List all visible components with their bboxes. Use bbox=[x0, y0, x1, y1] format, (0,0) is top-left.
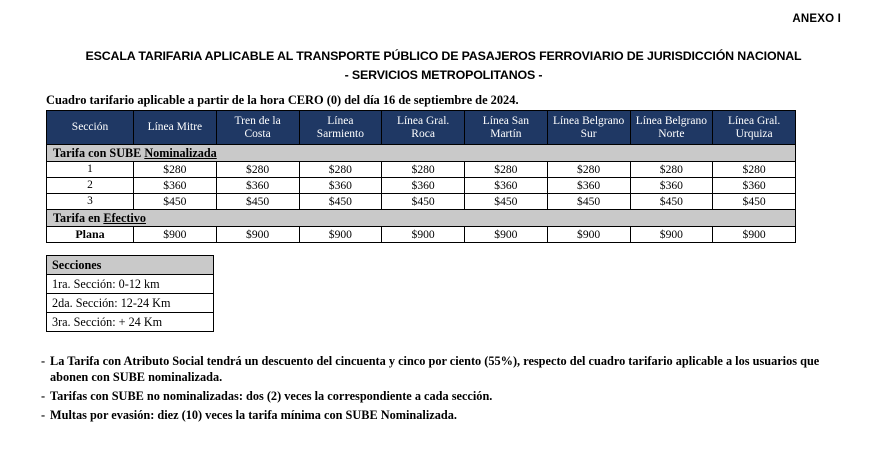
table-row bbox=[47, 162, 796, 178]
column-header-tren-de-la-costa bbox=[216, 111, 299, 145]
header-line-1: Línea Gral. bbox=[727, 114, 781, 127]
column-header-linea-sarmiento bbox=[299, 111, 382, 145]
cell-value: $280 bbox=[465, 162, 548, 178]
footnote-text: Tarifas con SUBE no nominalizadas: dos (2) veces la correspondiente a cada sección. bbox=[50, 388, 493, 403]
cell-value: $900 bbox=[465, 227, 548, 243]
cell-value: $450 bbox=[465, 194, 548, 210]
header-line-1: Línea Belgrano bbox=[635, 114, 707, 127]
cell-value: $900 bbox=[547, 227, 630, 243]
document-title bbox=[0, 47, 887, 85]
header-line-1: Sección bbox=[71, 121, 109, 133]
cell-value: $900 bbox=[713, 227, 796, 243]
column-header-linea-belgrano-norte bbox=[630, 111, 713, 145]
header-line-1: Línea Gral. bbox=[396, 114, 450, 127]
cell-value: $900 bbox=[630, 227, 713, 243]
column-header-linea-san-martin bbox=[465, 111, 548, 145]
cell-seccion: Plana bbox=[47, 227, 134, 243]
tariff-table-body bbox=[47, 145, 796, 243]
cell-value: $450 bbox=[299, 194, 382, 210]
cell-value: $900 bbox=[382, 227, 465, 243]
footnote-text: Multas por evasión: diez (10) veces la tarifa mínima con SUBE Nominalizada. bbox=[50, 407, 457, 422]
cell-value: $360 bbox=[299, 178, 382, 194]
cell-value: $360 bbox=[713, 178, 796, 194]
table-caption: Cuadro tarifario aplicable a partir de la hora CERO (0) del día 16 de septiembre de 2024. bbox=[46, 93, 519, 107]
cell-value: $360 bbox=[547, 178, 630, 194]
header-line-2: Costa bbox=[244, 127, 271, 140]
bullet-dash: - bbox=[41, 407, 46, 422]
band-underlined: Efectivo bbox=[103, 211, 146, 225]
section-band-label bbox=[47, 210, 796, 227]
cell-value: $900 bbox=[216, 227, 299, 243]
cell-value: $280 bbox=[299, 162, 382, 178]
secciones-title: Secciones bbox=[47, 256, 214, 275]
column-header-linea-gral-roca bbox=[382, 111, 465, 145]
column-header-linea-belgrano-sur bbox=[547, 111, 630, 145]
header-line-1: Línea bbox=[327, 114, 354, 127]
cell-value: $280 bbox=[630, 162, 713, 178]
cell-value: $450 bbox=[216, 194, 299, 210]
cell-seccion: 2 bbox=[47, 178, 134, 194]
table-row bbox=[47, 227, 796, 243]
section-band-sube bbox=[47, 145, 796, 162]
cell-value: $280 bbox=[134, 162, 217, 178]
secciones-row-3: 3ra. Sección: + 24 Km bbox=[47, 313, 214, 332]
band-prefix: Tarifa con SUBE bbox=[53, 146, 145, 160]
band-prefix: Tarifa en bbox=[53, 211, 104, 225]
table-row bbox=[47, 194, 796, 210]
cell-value: $280 bbox=[216, 162, 299, 178]
column-header-linea-gral-urquiza bbox=[713, 111, 796, 145]
footnote-item bbox=[41, 354, 851, 385]
header-line-1: Tren de la bbox=[234, 114, 281, 127]
cell-value: $360 bbox=[630, 178, 713, 194]
cell-value: $360 bbox=[216, 178, 299, 194]
tariff-table bbox=[46, 110, 796, 243]
section-band-efectivo bbox=[47, 210, 796, 227]
footnote-item bbox=[41, 389, 851, 405]
header-line-2: Martín bbox=[490, 127, 522, 140]
header-row bbox=[47, 111, 796, 145]
cell-value: $280 bbox=[547, 162, 630, 178]
secciones-header-row bbox=[47, 256, 214, 275]
secciones-legend-table bbox=[46, 255, 214, 332]
column-header-seccion bbox=[47, 111, 134, 145]
section-band-label bbox=[47, 145, 796, 162]
cell-value: $450 bbox=[547, 194, 630, 210]
secciones-row-1: 1ra. Sección: 0-12 km bbox=[47, 275, 214, 294]
list-item bbox=[47, 313, 214, 332]
header-line-1: Línea San bbox=[482, 114, 530, 127]
cell-value: $450 bbox=[134, 194, 217, 210]
cell-value: $900 bbox=[299, 227, 382, 243]
footnote-item bbox=[41, 408, 851, 424]
list-item bbox=[47, 275, 214, 294]
cell-value: $900 bbox=[134, 227, 217, 243]
cell-value: $450 bbox=[382, 194, 465, 210]
header-line-2: Norte bbox=[658, 127, 685, 140]
cell-value: $280 bbox=[713, 162, 796, 178]
cell-value: $360 bbox=[382, 178, 465, 194]
list-item bbox=[47, 294, 214, 313]
column-header-linea-mitre bbox=[134, 111, 217, 145]
header-line-2: Urquiza bbox=[735, 127, 773, 140]
cell-value: $360 bbox=[465, 178, 548, 194]
secciones-row-2: 2da. Sección: 12-24 Km bbox=[47, 294, 214, 313]
table-row bbox=[47, 178, 796, 194]
band-underlined: Nominalizada bbox=[144, 146, 217, 160]
header-line-1: Línea Mitre bbox=[147, 121, 203, 133]
cell-value: $450 bbox=[713, 194, 796, 210]
header-line-2: Roca bbox=[411, 127, 435, 140]
cell-seccion: 1 bbox=[47, 162, 134, 178]
tariff-table-header bbox=[47, 111, 796, 145]
header-line-1: Línea Belgrano bbox=[553, 114, 625, 127]
cell-seccion: 3 bbox=[47, 194, 134, 210]
title-line-1: ESCALA TARIFARIA APLICABLE AL TRANSPORTE PÚBLICO DE PASAJEROS FERROVIARIO DE JURISDICCIÓN NACIONAL bbox=[85, 49, 802, 63]
title-line-2: - SERVICIOS METROPOLITANOS - bbox=[344, 68, 543, 82]
annex-label: ANEXO I bbox=[792, 13, 841, 25]
footnotes bbox=[41, 354, 851, 427]
header-line-2: Sarmiento bbox=[316, 127, 365, 140]
footnote-text: La Tarifa con Atributo Social tendrá un descuento del cincuenta y cinco por ciento (55%), respecto del cuadro tarifario aplicable a los usuarios que abonen con SUBE nominalizada. bbox=[50, 354, 820, 384]
cell-value: $450 bbox=[630, 194, 713, 210]
bullet-dash: - bbox=[41, 354, 46, 368]
bullet-dash: - bbox=[41, 388, 46, 403]
header-line-2: Sur bbox=[580, 127, 597, 140]
cell-value: $360 bbox=[134, 178, 217, 194]
cell-value: $280 bbox=[382, 162, 465, 178]
